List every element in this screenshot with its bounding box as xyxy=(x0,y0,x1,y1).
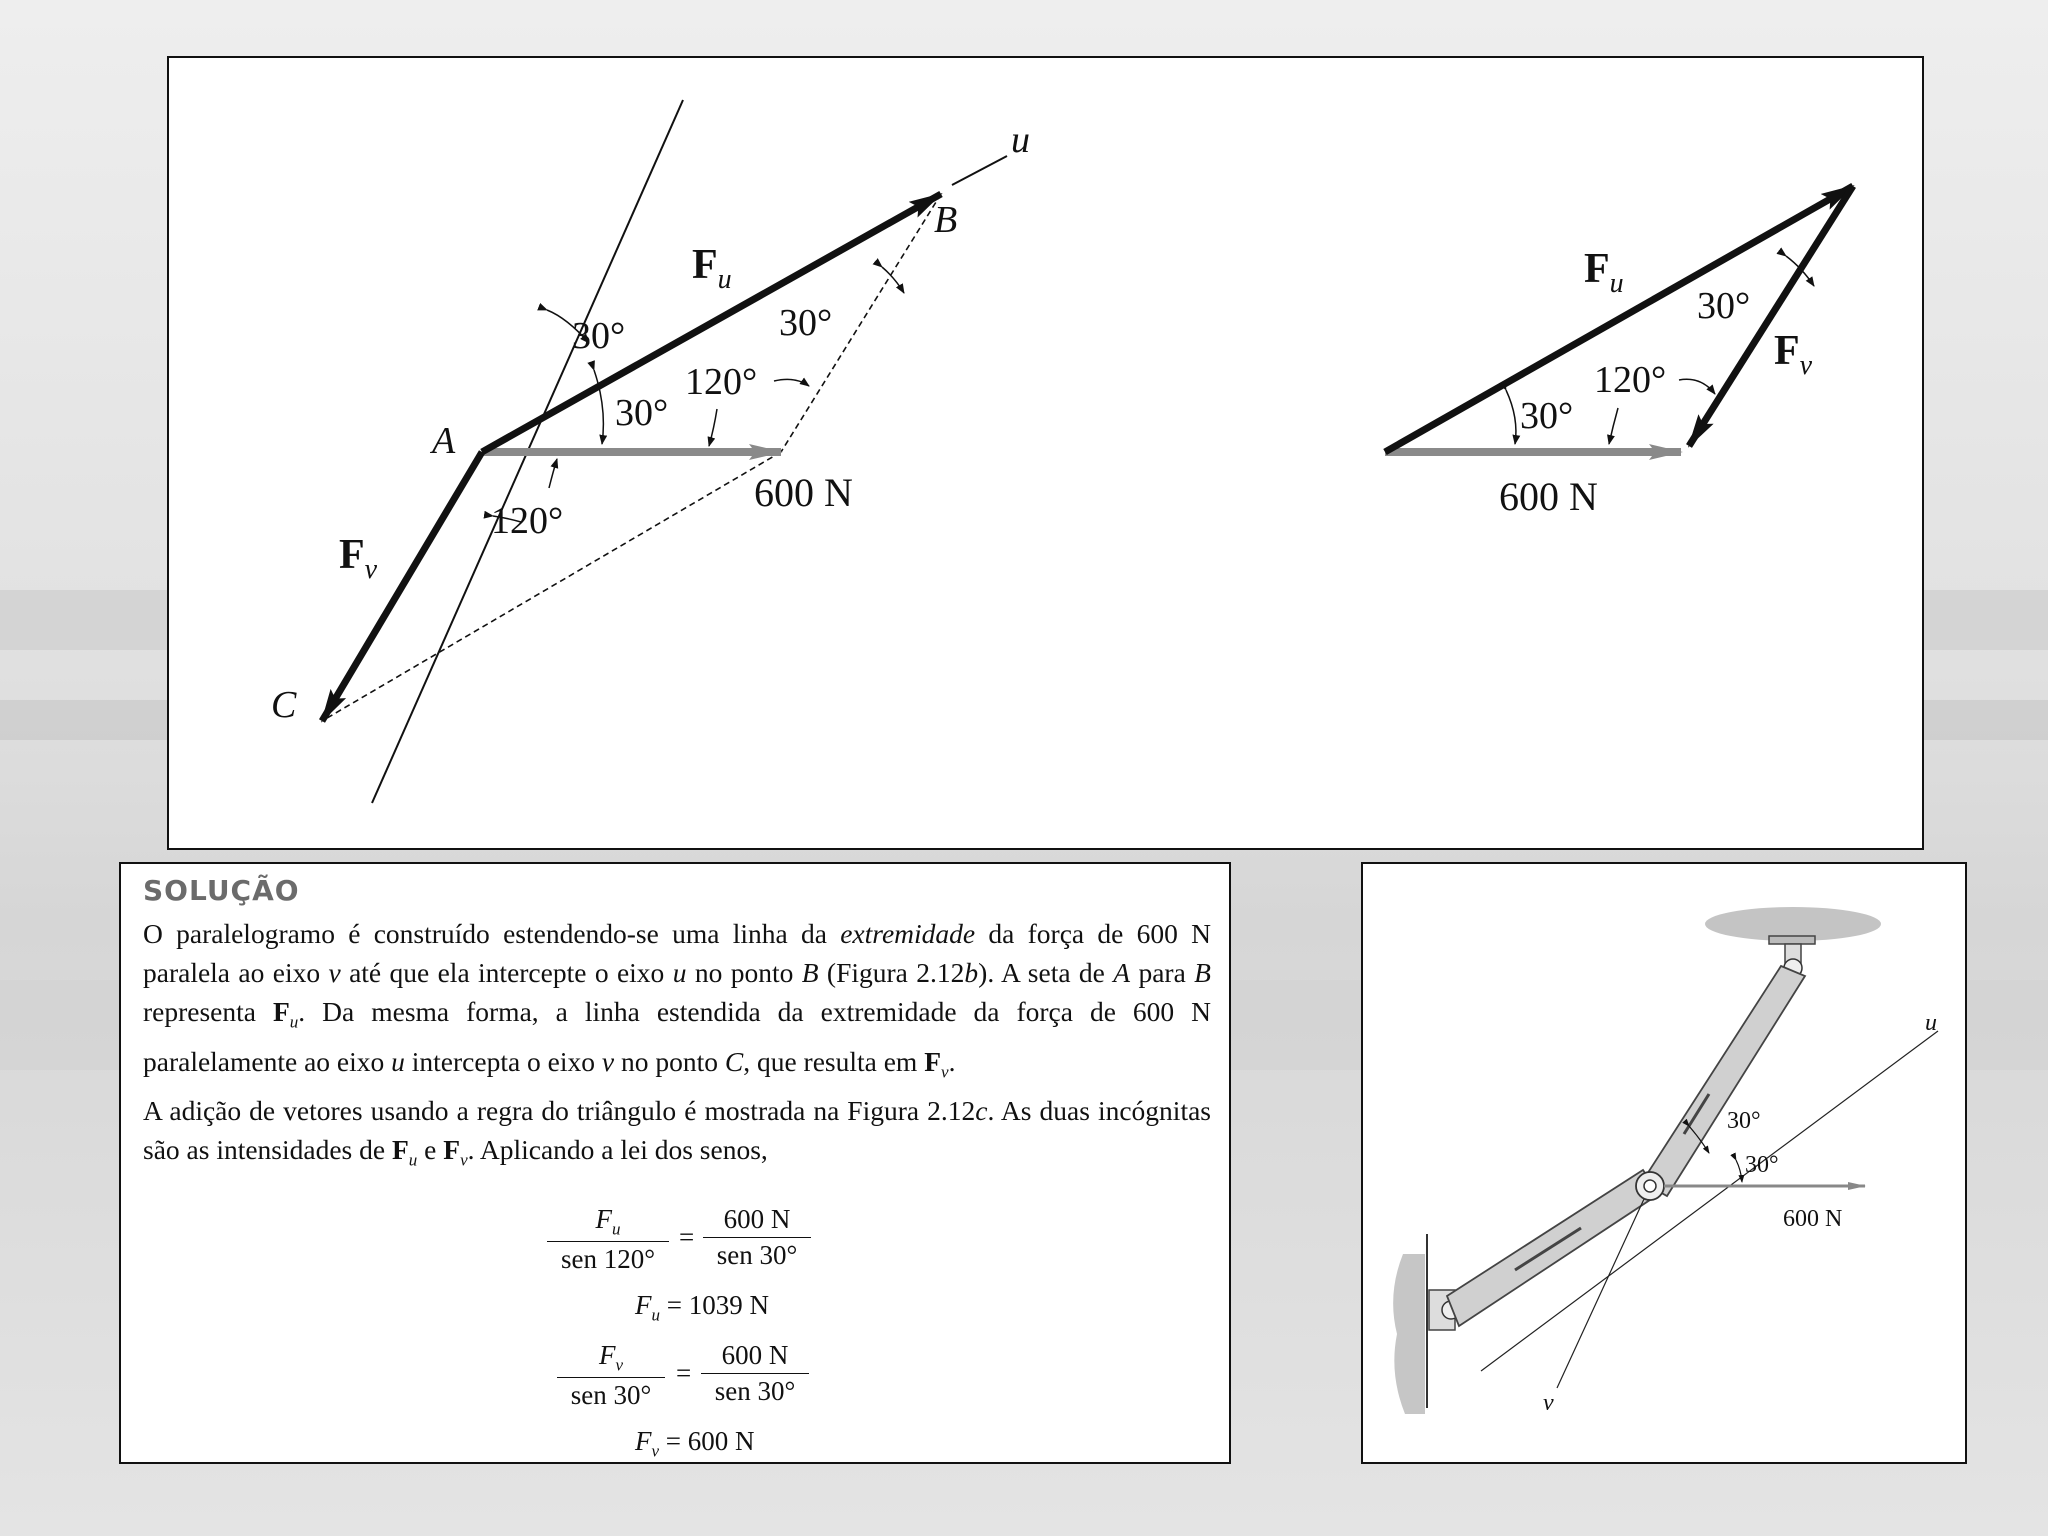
vector-subscript: u xyxy=(408,1150,418,1170)
fu-arrow xyxy=(482,194,941,452)
arc-120-at-A-upper xyxy=(549,459,557,488)
fu-label: $F_u$ xyxy=(692,242,732,295)
text-run: O paralelogramo é construído estendendo-se uma linha da xyxy=(143,918,841,949)
angle-30-label-c: 30° xyxy=(615,392,669,434)
text-run: . As duas incógnitas são as intensidades de xyxy=(143,1095,1211,1165)
text-symbol: C xyxy=(724,1045,744,1077)
text-run: . xyxy=(948,1045,956,1077)
vector-subscript: u xyxy=(289,1012,299,1032)
point-a-label: A xyxy=(432,420,456,462)
text-symbol: u xyxy=(391,1045,405,1077)
solution-paragraph-1 xyxy=(143,914,1211,1091)
figure-parallelogram-panel xyxy=(167,56,1924,850)
tri-arc-120-at-corner xyxy=(1679,379,1715,394)
eq1-right-numerator: 600 N xyxy=(703,1204,811,1238)
mechanism-diagram xyxy=(1363,864,1965,1462)
wall-surface xyxy=(1393,1254,1425,1414)
tri-force-600n-label: 600 N xyxy=(1499,474,1598,519)
point-c-label: C xyxy=(271,684,297,726)
tri-angle-30-label-b: 30° xyxy=(1520,395,1574,437)
eq-result-value: = 1039 N xyxy=(666,1290,769,1320)
equation-1 xyxy=(121,1204,1229,1334)
eq2-right-numerator: 600 N xyxy=(701,1340,809,1374)
eq2-right-fraction xyxy=(701,1340,809,1407)
force-600n-label: 600 N xyxy=(754,470,853,515)
text-symbol: B xyxy=(801,957,819,988)
text-symbol: v xyxy=(601,1045,615,1077)
eq-symbol: F xyxy=(635,1290,652,1320)
eq2-right-denominator: sen 30° xyxy=(714,1376,796,1406)
eq-symbol: F xyxy=(598,1340,616,1370)
eq2-left-denominator: sen 30° xyxy=(570,1380,652,1411)
tri-fv-label: $F_v$ xyxy=(1774,328,1813,381)
eq2-left-numerator xyxy=(557,1340,665,1378)
arc-120-pointer xyxy=(709,409,717,446)
solution-body xyxy=(143,914,1211,1180)
angle-30-label-a: 30° xyxy=(572,315,626,357)
text-symbol: c xyxy=(975,1095,988,1126)
u-axis-line xyxy=(952,156,1007,185)
eq2-result xyxy=(635,1426,755,1461)
text-run: até que ela intercepte o eixo xyxy=(340,957,673,988)
eq1-result xyxy=(635,1290,769,1325)
point-b-label: B xyxy=(934,199,958,241)
angle-120-label-b: 120° xyxy=(491,500,564,542)
eq-symbol: F xyxy=(595,1204,612,1234)
vector-symbol: F xyxy=(391,1134,409,1165)
text-run: para xyxy=(1130,957,1195,988)
text-run: ). A seta de xyxy=(978,957,1114,988)
member-upper xyxy=(1642,966,1805,1196)
eq1-left-fraction xyxy=(547,1204,669,1275)
text-run: A adição de vetores usando a regra do triângulo é mostrada na Figura 2.12 xyxy=(143,1095,976,1126)
figure-mechanism-panel xyxy=(1361,862,1967,1464)
eq-subscript: u xyxy=(612,1219,621,1239)
mech-angle-30-label-a: 30° xyxy=(1727,1108,1761,1134)
eq-subscript: u xyxy=(651,1305,660,1325)
eq1-right-denominator: sen 30° xyxy=(716,1240,798,1270)
text-run: e xyxy=(417,1134,444,1165)
mech-v-axis-label: v xyxy=(1543,1390,1554,1416)
text-run: (Figura 2.12 xyxy=(818,957,965,988)
eq1-left-numerator xyxy=(547,1204,669,1242)
fv-arrow xyxy=(322,452,482,721)
text-run: , que resulta em xyxy=(743,1045,925,1077)
eq-subscript: v xyxy=(651,1441,660,1461)
text-symbol: B xyxy=(1194,957,1211,988)
eq1-equals: = xyxy=(679,1222,695,1252)
eq2-equals: = xyxy=(676,1358,692,1388)
vector-subscript: v xyxy=(460,1150,468,1170)
text-symbol: v xyxy=(328,957,341,988)
text-emphasis: extremidade xyxy=(840,918,976,949)
eq1-left-denominator: sen 120° xyxy=(560,1244,656,1275)
dashed-line-PC xyxy=(322,452,781,721)
fv-label: $F_v$ xyxy=(339,532,378,585)
eq1-right-fraction xyxy=(703,1204,811,1271)
tri-fu-label: $F_u$ xyxy=(1584,246,1624,299)
text-run: . Aplicando a lei dos senos, xyxy=(467,1134,768,1165)
angle-120-label-a: 120° xyxy=(685,361,758,403)
text-run: no ponto xyxy=(614,1045,725,1077)
eq-symbol: F xyxy=(635,1426,652,1456)
parallelogram-diagram xyxy=(169,58,1922,848)
mech-angle-30-label-b: 30° xyxy=(1745,1152,1779,1178)
equation-2 xyxy=(121,1340,1229,1470)
mech-force-600n-label: 600 N xyxy=(1783,1206,1843,1232)
tri-angle-120-label: 120° xyxy=(1594,359,1667,401)
u-axis-label: u xyxy=(1011,119,1030,161)
text-run: intercepta o eixo xyxy=(404,1045,602,1077)
text-run: . Da mesma forma, a linha estendida da extremidade da força de 600 N paralelamente ao eixo xyxy=(143,996,1211,1077)
tri-fu-arrow xyxy=(1385,186,1853,452)
tri-arc-120-pointer xyxy=(1609,408,1618,444)
vector-symbol: F xyxy=(272,996,290,1027)
tri-arc-30-at-base xyxy=(1506,390,1516,444)
eq-subscript: v xyxy=(615,1355,624,1375)
solution-paragraph-2 xyxy=(143,1091,1211,1180)
text-symbol: A xyxy=(1113,957,1131,988)
solution-panel xyxy=(119,862,1231,1464)
text-run: representa xyxy=(143,996,273,1027)
vector-symbol: F xyxy=(924,1045,942,1077)
text-symbol: u xyxy=(672,957,687,988)
eq2-left-fraction xyxy=(557,1340,665,1411)
text-symbol: b xyxy=(964,957,979,988)
vector-subscript: v xyxy=(941,1062,949,1081)
member-lower xyxy=(1447,1170,1659,1326)
angle-30-label-b: 30° xyxy=(779,302,833,344)
mech-u-axis-label: u xyxy=(1925,1010,1937,1036)
solution-heading: SOLUÇÃO xyxy=(143,874,300,907)
arc-120-at-P xyxy=(774,379,809,386)
ceiling-mount xyxy=(1769,936,1815,944)
tri-angle-30-label-a: 30° xyxy=(1697,285,1751,327)
text-run: no ponto xyxy=(686,957,802,988)
vector-symbol: F xyxy=(443,1134,461,1165)
central-pin-inner xyxy=(1644,1180,1656,1192)
text-run: da força de 600 N paralela ao eixo xyxy=(143,918,1211,988)
eq-result-value: = 600 N xyxy=(665,1426,755,1456)
